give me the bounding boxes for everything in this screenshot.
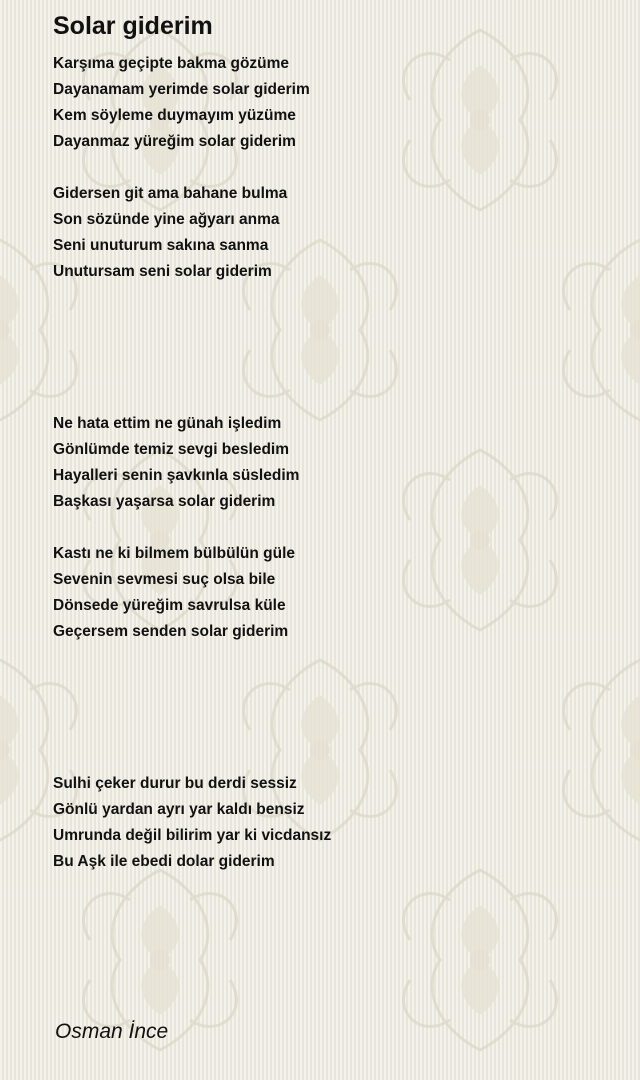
poem-author: Osman İnce [55,1020,169,1043]
stanza-5 [53,771,331,875]
poem-line: Ne hata ettim ne günah işledim [53,415,282,432]
poem-line: Karşıma geçipte bakma gözüme [53,55,290,72]
poem-line: Dönsede yüreğim savrulsa küle [53,597,286,614]
poem-line: Gidersen git ama bahane bulma [53,185,288,202]
stanza-2 [53,181,287,285]
poem-line: Gönlümde temiz sevgi besledim [53,441,290,458]
poem-line: Kem söyleme duymayım yüzüme [53,107,296,124]
poem-title: Solar giderim [53,12,213,40]
poem-line: Umrunda değil bilirim yar ki vicdansız [53,827,332,844]
poem-line: Dayanamam yerimde solar giderim [53,81,310,98]
poem-line: Geçersem senden solar giderim [53,623,289,640]
stanza-3 [53,411,299,515]
poem-line: Seni unuturum sakına sanma [53,237,269,254]
poem-line: Sulhi çeker durur bu derdi sessiz [53,775,297,792]
stanza-1 [53,51,310,155]
stanza-4 [53,541,295,645]
poem-line: Kastı ne ki bilmem bülbülün güle [53,545,295,562]
poem-line: Dayanmaz yüreğim solar giderim [53,133,296,150]
poem-line: Bu Aşk ile ebedi dolar giderim [53,853,275,870]
poem-line: Gönlü yardan ayrı yar kaldı bensiz [53,801,305,818]
poem-line: Son sözünde yine ağyarı anma [53,211,280,228]
poem-line: Hayalleri senin şavkınla süsledim [53,467,300,484]
poem-line: Unutursam seni solar giderim [53,263,272,280]
poem-line: Başkası yaşarsa solar giderim [53,493,276,510]
poem-line: Sevenin sevmesi suç olsa bile [53,571,276,588]
